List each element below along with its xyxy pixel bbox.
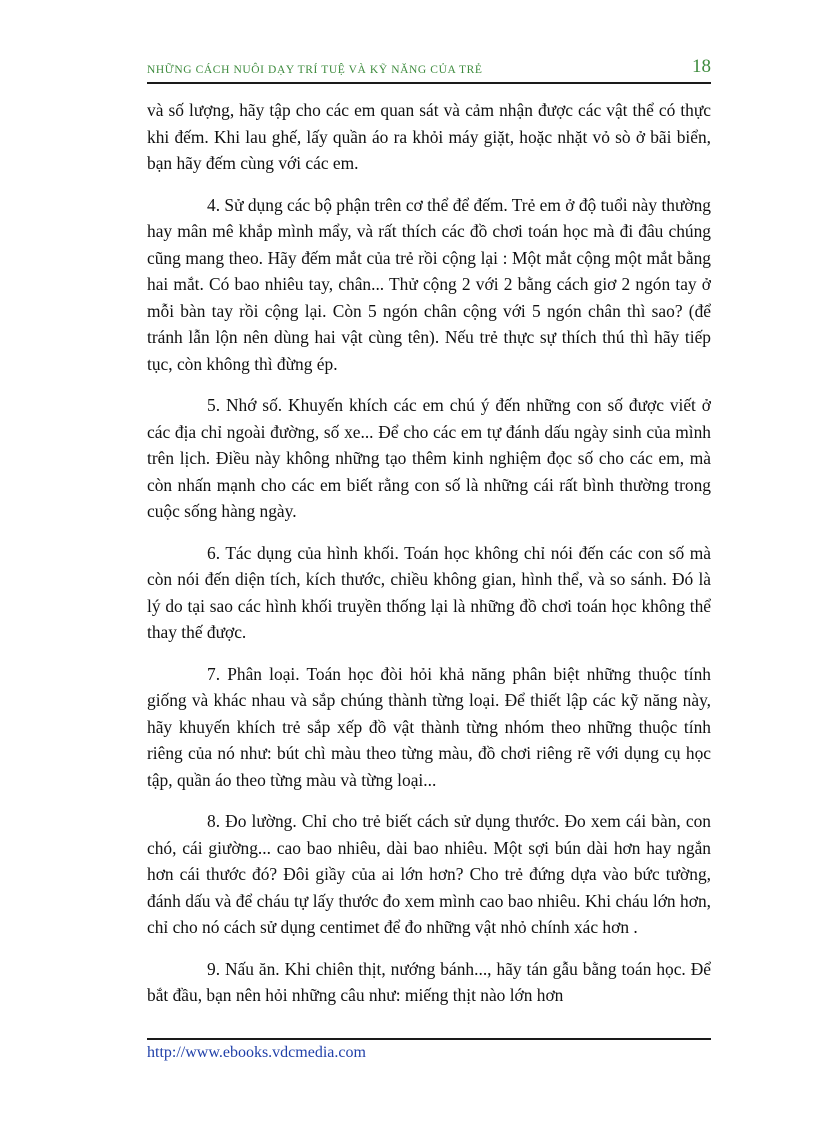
footer-website-link[interactable]: http://www.ebooks.vdcmedia.com bbox=[147, 1044, 366, 1061]
paragraph-item-9: 9. Nấu ăn. Khi chiên thịt, nướng bánh..., hãy tán gẫu bằng toán học. Để bắt đầu, bạn nên hỏi những câu như: miếng thịt nào lớn hơn bbox=[147, 958, 711, 1005]
paragraph-item-5: 5. Nhớ số. Khuyến khích các em chú ý đến những con số được viết ở các địa chỉ ngoài đường, số xe... Để cho các em tự đánh dấu ngày sinh của mình trên lịch. Điều này không những tạo thêm kinh nghiệm đọc số cho các em, mà còn nhấn mạnh cho các em biết rằng con số là những cái rất bình thường trong cuộc sống hàng ngày. bbox=[147, 395, 711, 521]
paragraph-item-6: 6. Tác dụng của hình khối. Toán học không chỉ nói đến các con số mà còn nói đến diện tích, kích thước, chiều không gian, hình thể, và so sánh. Đó là lý do tại sao các hình khối truyền thống lại là những đồ chơi toán học không thể thay thế được. bbox=[147, 542, 711, 642]
page-header bbox=[147, 56, 711, 84]
paragraph-item-8: 8. Đo lường. Chỉ cho trẻ biết cách sử dụng thước. Đo xem cái bàn, con chó, cái giường... cao bao nhiêu, dài bao nhiêu. Một sợi bún dài hơn hay ngắn hơn cái thước đó? Đôi giầy của ai lớn hơn? Cho trẻ đứng dựa vào bức tường, đánh dấu và để cháu tự lấy thước đo xem mình cao bao nhiêu. Khi cháu lớn hơn, chỉ cho nó cách sử dụng centimet để đo những vật nhỏ chính xác hơn . bbox=[147, 811, 711, 937]
paragraph-item-7: 7. Phân loại. Toán học đòi hỏi khả năng phân biệt những thuộc tính giống và khác nhau và sắp chúng thành từng loại. Để thiết lập các kỹ năng này, hãy khuyến khích trẻ sắp xếp đồ vật thành từng nhóm theo những thuộc tính riêng của nó như: bút chì màu theo từng màu, đồ chơi riêng rẽ với dụng cụ học tập, quần áo theo từng màu và từng loại... bbox=[147, 663, 711, 790]
running-title: NHỮNG CÁCH NUÔI DẠY TRÍ TUỆ VÀ KỸ NĂNG CỦA TRẺ bbox=[147, 64, 483, 76]
page-number: 18 bbox=[692, 56, 711, 77]
page-body bbox=[147, 97, 711, 1017]
paragraph-item-4: 4. Sử dụng các bộ phận trên cơ thể để đếm. Trẻ em ở độ tuổi này thường hay mân mê khắp mình mẩy, và rất thích các đồ chơi toán học mà đi đâu chúng cũng mang theo. Hãy đếm mắt của trẻ rồi cộng lại : Một mắt cộng một mắt bằng hai mắt. Có bao nhiêu tay, chân... Thử cộng 2 với 2 bằng cách giơ 2 ngón tay ở mỗi bàn tay rồi cộng lại. Còn 5 ngón chân cộng với 5 ngón chân thì sao? (để tránh lẫn lộn nên dùng hai vật cùng tên). Nếu trẻ thực sự thích thú thì hãy tiếp tục, còn không thì đừng ép. bbox=[147, 194, 711, 374]
footer-divider bbox=[147, 1038, 711, 1040]
paragraph-continuation: và số lượng, hãy tập cho các em quan sát và cảm nhận được các vật thể có thực khi đếm. Khi lau ghế, lấy quần áo ra khỏi máy giặt, hoặc nhặt vỏ sò ở bãi biển, bạn hãy đếm cùng với các em. bbox=[147, 100, 711, 173]
